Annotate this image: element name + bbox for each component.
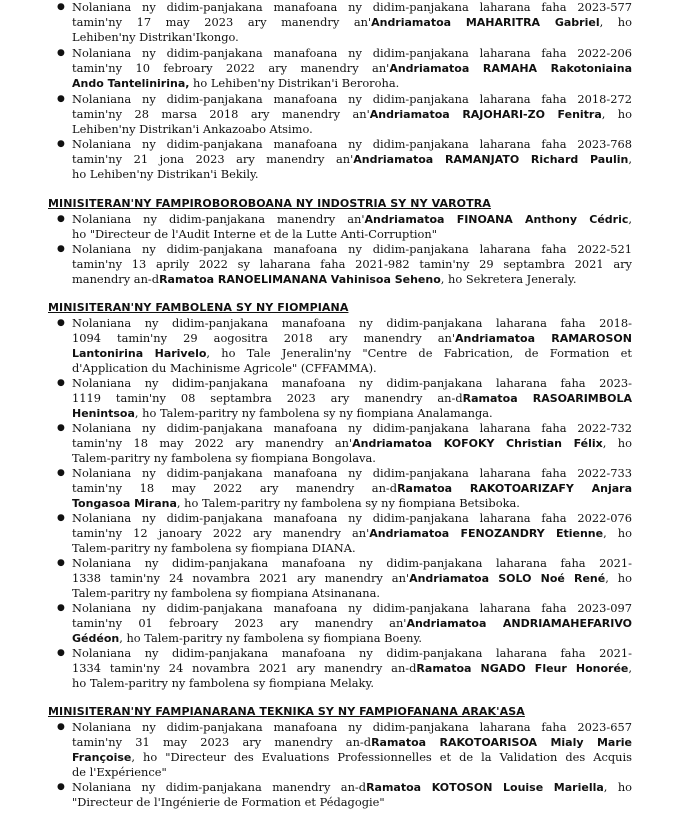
text-run: tamin'ny 28 marsa 2018 ary manendry an' bbox=[72, 107, 370, 121]
text-run: Nolaniana ny didim-panjakana manafoana ny didim-panjakana laharana faha 2021- bbox=[72, 556, 632, 570]
text-line bbox=[72, 15, 632, 30]
text-line bbox=[72, 406, 632, 421]
list-item bbox=[57, 92, 632, 137]
list-item bbox=[57, 46, 632, 91]
bullet-icon: ● bbox=[57, 782, 65, 792]
text-line bbox=[72, 631, 632, 646]
bullet-icon: ● bbox=[57, 603, 65, 613]
text-run: Nolaniana ny didim-panjakana manafoana ny didim-panjakana laharana faha 2018-272 bbox=[72, 92, 632, 106]
text-line bbox=[72, 735, 632, 750]
text-line bbox=[72, 76, 632, 91]
text-line bbox=[72, 257, 632, 272]
text-line bbox=[72, 750, 632, 765]
text-run: tamin'ny 17 may 2023 ary manendry an' bbox=[72, 15, 372, 29]
bullet-icon: ● bbox=[57, 722, 65, 732]
bullet-icon: ● bbox=[57, 378, 65, 388]
text-line bbox=[72, 780, 632, 795]
section-heading: MINISITERAN'NY FAMPIROBOROBOANA NY INDOSTRIA SY NY VAROTRA bbox=[48, 197, 491, 210]
bold-name: Andriamatoa RAMAROSON bbox=[455, 332, 632, 345]
text-run: Nolaniana ny didim-panjakana manafoana ny didim-panjakana laharana faha 2023-768 bbox=[72, 137, 632, 151]
text-line bbox=[72, 212, 632, 227]
text-line bbox=[72, 676, 632, 691]
text-run: tamin'ny 12 janoary 2022 ary manendry an' bbox=[72, 526, 370, 540]
bold-name: Andriamatoa SOLO Noé René bbox=[409, 572, 606, 585]
text-line bbox=[72, 107, 632, 122]
text-line bbox=[72, 466, 632, 481]
bold-name: Ramatoa NGADO Fleur Honorée bbox=[416, 662, 629, 675]
text-line bbox=[72, 346, 632, 361]
text-line bbox=[72, 616, 632, 631]
text-line bbox=[72, 795, 632, 810]
text-line bbox=[72, 361, 632, 376]
text-run: 1119 tamin'ny 08 septambra 2023 ary manendry an-d bbox=[72, 391, 463, 405]
text-line bbox=[72, 556, 632, 571]
text-run: Talem-paritry ny fambolena sy fiompiana Atsinanana. bbox=[72, 586, 380, 600]
text-run: Nolaniana ny didim-panjakana manendry an' bbox=[72, 212, 365, 226]
bold-name: Henintsoa bbox=[72, 407, 135, 420]
text-line bbox=[72, 571, 632, 586]
text-line bbox=[72, 391, 632, 406]
bullet-icon: ● bbox=[57, 2, 65, 12]
text-run: tamin'ny 10 febroary 2022 ary manendry an' bbox=[72, 61, 390, 75]
text-run: Talem-paritry ny fambolena sy fiompiana Bongolava. bbox=[72, 451, 376, 465]
text-run: Lehiben'ny Distrikan'i Ankazoabo Atsimo. bbox=[72, 122, 313, 136]
list-item bbox=[57, 212, 632, 242]
text-line bbox=[72, 92, 632, 107]
text-line bbox=[72, 586, 632, 601]
text-run: d'Application du Machinisme Agricole" (CFFAMMA). bbox=[72, 361, 377, 375]
bold-name: Andriamatoa FENOZANDRY Etienne bbox=[369, 527, 604, 540]
text-run: , bbox=[628, 212, 632, 226]
bold-name: Andriamatoa RAMANJATO Richard Paulin bbox=[353, 153, 629, 166]
text-run: , ho Talem-paritry ny fambolena sy ny fiompiana Analamanga. bbox=[134, 406, 493, 420]
bold-name: Ando Tantelinirina, bbox=[72, 77, 190, 90]
text-run: , ho bbox=[603, 526, 632, 540]
text-line bbox=[72, 526, 632, 541]
bullet-icon: ● bbox=[57, 648, 65, 658]
list-item bbox=[57, 376, 632, 421]
text-run: ho Talem-paritry ny fambolena sy fiompiana Melaky. bbox=[72, 676, 374, 690]
bold-name: Andriamatoa RAMAHA Rakotoniaina bbox=[389, 62, 632, 75]
text-line bbox=[72, 137, 632, 152]
bullet-icon: ● bbox=[57, 513, 65, 523]
text-run: , ho Talem-paritry ny fambolena sy ny fiompiana Betsiboka. bbox=[176, 496, 520, 510]
list-item bbox=[57, 0, 632, 45]
text-run: tamin'ny 13 aprily 2022 sy laharana faha 2021-982 tamin'ny 29 septambra 2021 ary bbox=[72, 257, 632, 271]
list-item bbox=[57, 137, 632, 182]
list-item bbox=[57, 466, 632, 511]
text-line bbox=[72, 646, 632, 661]
text-run: , ho Talem-paritry ny fambolena sy fiompiana Boeny. bbox=[119, 631, 423, 645]
bullet-icon: ● bbox=[57, 468, 65, 478]
text-line bbox=[72, 316, 632, 331]
text-line bbox=[72, 0, 632, 15]
text-run: "Directeur de l'Ingénierie de Formation et Pédagogie" bbox=[72, 795, 385, 809]
text-line bbox=[72, 511, 632, 526]
text-run: Lehiben'ny Distrikan'Ikongo. bbox=[72, 30, 239, 44]
text-run: ho "Directeur de l'Audit Interne et de la Lutte Anti-Corruption" bbox=[72, 227, 437, 241]
text-run: tamin'ny 18 may 2022 ary manendry an' bbox=[72, 436, 353, 450]
bold-name: Ramatoa RANOELIMANANA Vahinisoa Seheno bbox=[159, 273, 441, 286]
text-run: 1338 tamin'ny 24 novambra 2021 ary manendry an' bbox=[72, 571, 410, 585]
text-run: tamin'ny 01 febroary 2023 ary manendry an' bbox=[72, 616, 407, 630]
bullet-icon: ● bbox=[57, 423, 65, 433]
text-line bbox=[72, 152, 632, 167]
bullet-icon: ● bbox=[57, 318, 65, 328]
text-run: tamin'ny 31 may 2023 ary manendry an-d bbox=[72, 735, 372, 749]
text-run: , ho bbox=[605, 571, 632, 585]
text-run: , ho bbox=[603, 780, 632, 794]
list-item bbox=[57, 242, 632, 287]
bullet-icon: ● bbox=[57, 558, 65, 568]
text-run: Nolaniana ny didim-panjakana manafoana ny didim-panjakana laharana faha 2022-206 bbox=[72, 46, 632, 60]
text-line bbox=[72, 541, 632, 556]
text-run: manendry an-d bbox=[72, 272, 160, 286]
text-line bbox=[72, 496, 632, 511]
bullet-icon: ● bbox=[57, 244, 65, 254]
text-run: Nolaniana ny didim-panjakana manafoana ny didim-panjakana laharana faha 2022-733 bbox=[72, 466, 632, 480]
text-run: , ho Sekretera Jeneraly. bbox=[440, 272, 577, 286]
section-heading: MINISITERAN'NY FAMBOLENA SY NY FIOMPIANA bbox=[48, 301, 349, 314]
bold-name: Andriamatoa RAJOHARI-ZO Fenitra bbox=[369, 108, 602, 121]
bullet-icon: ● bbox=[57, 214, 65, 224]
bold-name: Ramatoa RAKOTOARISOA Mialy Marie bbox=[371, 736, 632, 749]
text-run: Nolaniana ny didim-panjakana manafoana ny didim-panjakana laharana faha 2018- bbox=[72, 316, 632, 330]
text-run: , ho bbox=[602, 436, 632, 450]
text-line bbox=[72, 167, 632, 182]
text-line bbox=[72, 331, 632, 346]
list-item bbox=[57, 720, 632, 780]
list-item bbox=[57, 556, 632, 601]
text-run: , bbox=[628, 152, 632, 166]
text-line bbox=[72, 376, 632, 391]
text-run: Talem-paritry ny fambolena sy fiompiana DIANA. bbox=[72, 541, 356, 555]
bold-name: Andriamatoa ANDRIAMAHEFARIVO bbox=[406, 617, 632, 630]
bold-name: Andriamatoa KOFOKY Christian Félix bbox=[352, 437, 603, 450]
text-run: 1094 tamin'ny 29 aogositra 2018 ary manendry an' bbox=[72, 331, 456, 345]
bold-name: Lantonirina Harivelo bbox=[72, 347, 207, 360]
bold-name: Ramatoa RAKOTOARIZAFY Anjara bbox=[397, 482, 632, 495]
text-run: 1334 tamin'ny 24 novambra 2021 ary manendry an-d bbox=[72, 661, 417, 675]
section-heading: MINISITERAN'NY FAMPIANARANA TEKNIKA SY NY FAMPIOFANANA ARAK'ASA bbox=[48, 705, 525, 718]
bold-name: Ramatoa KOTOSON Louise Mariella bbox=[366, 781, 604, 794]
text-run: , ho "Directeur des Evaluations Professionnelles et de la Validation des Acquis bbox=[131, 750, 632, 764]
bold-name: Andriamatoa MAHARITRA Gabriel bbox=[371, 16, 600, 29]
text-run: , bbox=[628, 661, 632, 675]
list-item bbox=[57, 316, 632, 376]
text-line bbox=[72, 421, 632, 436]
text-run: Nolaniana ny didim-panjakana manafoana ny didim-panjakana laharana faha 2022-076 bbox=[72, 511, 632, 525]
list-item bbox=[57, 511, 632, 556]
list-item bbox=[57, 421, 632, 466]
text-run: Nolaniana ny didim-panjakana manafoana ny didim-panjakana laharana faha 2023-577 bbox=[72, 0, 632, 14]
text-line bbox=[72, 242, 632, 257]
text-run: Nolaniana ny didim-panjakana manafoana ny didim-panjakana laharana faha 2022-521 bbox=[72, 242, 632, 256]
text-run: Nolaniana ny didim-panjakana manafoana ny didim-panjakana laharana faha 2023-097 bbox=[72, 601, 632, 615]
text-line bbox=[72, 46, 632, 61]
text-run: de l'Expérience" bbox=[72, 765, 167, 779]
text-line bbox=[72, 451, 632, 466]
text-line bbox=[72, 272, 632, 287]
text-run: ho Lehiben'ny Distrikan'i Bekily. bbox=[72, 167, 259, 181]
bold-name: Françoise bbox=[72, 751, 132, 764]
text-run: , ho bbox=[601, 107, 632, 121]
text-run: , ho Tale Jeneralin'ny "Centre de Fabrication, de Formation et bbox=[206, 346, 632, 360]
text-run: Nolaniana ny didim-panjakana manafoana ny didim-panjakana laharana faha 2023-657 bbox=[72, 720, 632, 734]
text-line bbox=[72, 30, 632, 45]
bold-name: Tongasoa Mirana bbox=[72, 497, 177, 510]
text-line bbox=[72, 481, 632, 496]
list-item bbox=[57, 646, 632, 691]
text-line bbox=[72, 122, 632, 137]
text-line bbox=[72, 227, 632, 242]
text-line bbox=[72, 765, 632, 780]
text-line bbox=[72, 61, 632, 76]
text-line bbox=[72, 436, 632, 451]
text-run: , ho bbox=[599, 15, 632, 29]
text-run: Nolaniana ny didim-panjakana manafoana ny didim-panjakana laharana faha 2023- bbox=[72, 376, 632, 390]
text-line bbox=[72, 720, 632, 735]
text-run: ho Lehiben'ny Distrikan'i Beroroha. bbox=[189, 76, 400, 90]
text-line bbox=[72, 601, 632, 616]
list-item bbox=[57, 780, 632, 810]
bullet-icon: ● bbox=[57, 48, 65, 58]
bold-name: Gédéon bbox=[72, 632, 120, 645]
bold-name: Ramatoa RASOARIMBOLA bbox=[462, 392, 632, 405]
bullet-icon: ● bbox=[57, 139, 65, 149]
text-line bbox=[72, 661, 632, 676]
text-run: Nolaniana ny didim-panjakana manafoana ny didim-panjakana laharana faha 2021- bbox=[72, 646, 632, 660]
bullet-icon: ● bbox=[57, 94, 65, 104]
text-run: Nolaniana ny didim-panjakana manendry an-d bbox=[72, 780, 367, 794]
text-run: tamin'ny 21 jona 2023 ary manendry an' bbox=[72, 152, 354, 166]
text-run: Nolaniana ny didim-panjakana manafoana ny didim-panjakana laharana faha 2022-732 bbox=[72, 421, 632, 435]
text-run: tamin'ny 18 may 2022 ary manendry an-d bbox=[72, 481, 398, 495]
list-item bbox=[57, 601, 632, 646]
bold-name: Andriamatoa FINOANA Anthony Cédric bbox=[364, 213, 629, 226]
